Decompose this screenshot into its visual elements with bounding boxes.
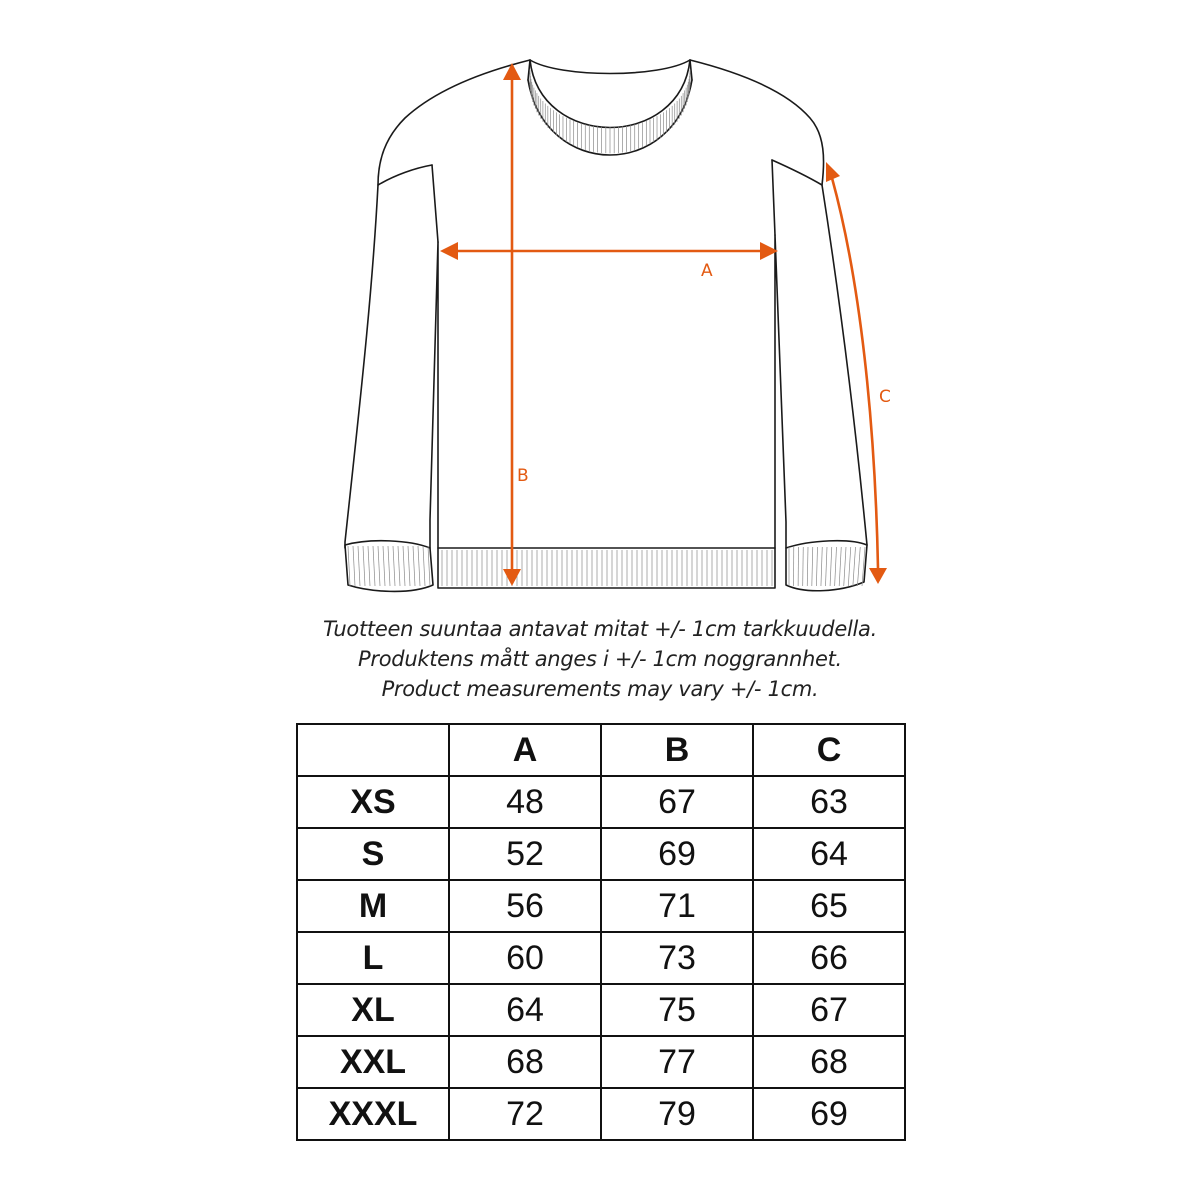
value-b-cell: 77 <box>601 1036 753 1088</box>
hem-rib-lines <box>442 550 772 586</box>
note-swedish: Produktens mått anges i +/- 1cm noggrannhet. <box>358 647 842 671</box>
size-table <box>296 723 906 1141</box>
value-a-cell: 56 <box>449 880 601 932</box>
value-b-cell: 69 <box>601 828 753 880</box>
size-cell: XS <box>297 776 449 828</box>
table-row <box>297 828 905 880</box>
table-header-row <box>297 724 905 776</box>
value-a-cell: 72 <box>449 1088 601 1140</box>
header-c: C <box>753 724 905 776</box>
value-c-cell: 67 <box>753 984 905 1036</box>
value-a-cell: 60 <box>449 932 601 984</box>
table-row <box>297 776 905 828</box>
measure-b <box>503 63 529 586</box>
note-english: Product measurements may vary +/- 1cm. <box>381 677 819 701</box>
value-b-cell: 71 <box>601 880 753 932</box>
size-cell: L <box>297 932 449 984</box>
table-row <box>297 1088 905 1140</box>
value-b-cell: 75 <box>601 984 753 1036</box>
size-cell: S <box>297 828 449 880</box>
value-c-cell: 65 <box>753 880 905 932</box>
value-a-cell: 68 <box>449 1036 601 1088</box>
note-finnish: Tuotteen suuntaa antavat mitat +/- 1cm tarkkuudella. <box>323 617 877 641</box>
value-b-cell: 67 <box>601 776 753 828</box>
size-cell: XXL <box>297 1036 449 1088</box>
table-row <box>297 880 905 932</box>
value-b-cell: 79 <box>601 1088 753 1140</box>
right-cuff-rib-lines <box>789 547 865 586</box>
value-c-cell: 66 <box>753 932 905 984</box>
value-a-cell: 52 <box>449 828 601 880</box>
measurement-notes <box>0 614 1200 704</box>
measure-c-label: C <box>879 387 891 407</box>
measure-c <box>826 162 891 584</box>
neck-rib-lines <box>530 70 690 153</box>
value-c-cell: 68 <box>753 1036 905 1088</box>
measure-a <box>440 242 778 281</box>
header-a: A <box>449 724 601 776</box>
value-a-cell: 48 <box>449 776 601 828</box>
value-c-cell: 64 <box>753 828 905 880</box>
measure-a-label: A <box>701 261 713 281</box>
table-row <box>297 1036 905 1088</box>
value-c-cell: 63 <box>753 776 905 828</box>
value-c-cell: 69 <box>753 1088 905 1140</box>
size-cell: XXXL <box>297 1088 449 1140</box>
size-cell: XL <box>297 984 449 1036</box>
header-b: B <box>601 724 753 776</box>
value-a-cell: 64 <box>449 984 601 1036</box>
table-row <box>297 932 905 984</box>
header-size <box>297 724 449 776</box>
left-cuff-rib-lines <box>348 546 430 586</box>
value-b-cell: 73 <box>601 932 753 984</box>
table-row <box>297 984 905 1036</box>
measure-b-label: B <box>517 466 529 486</box>
size-cell: M <box>297 880 449 932</box>
